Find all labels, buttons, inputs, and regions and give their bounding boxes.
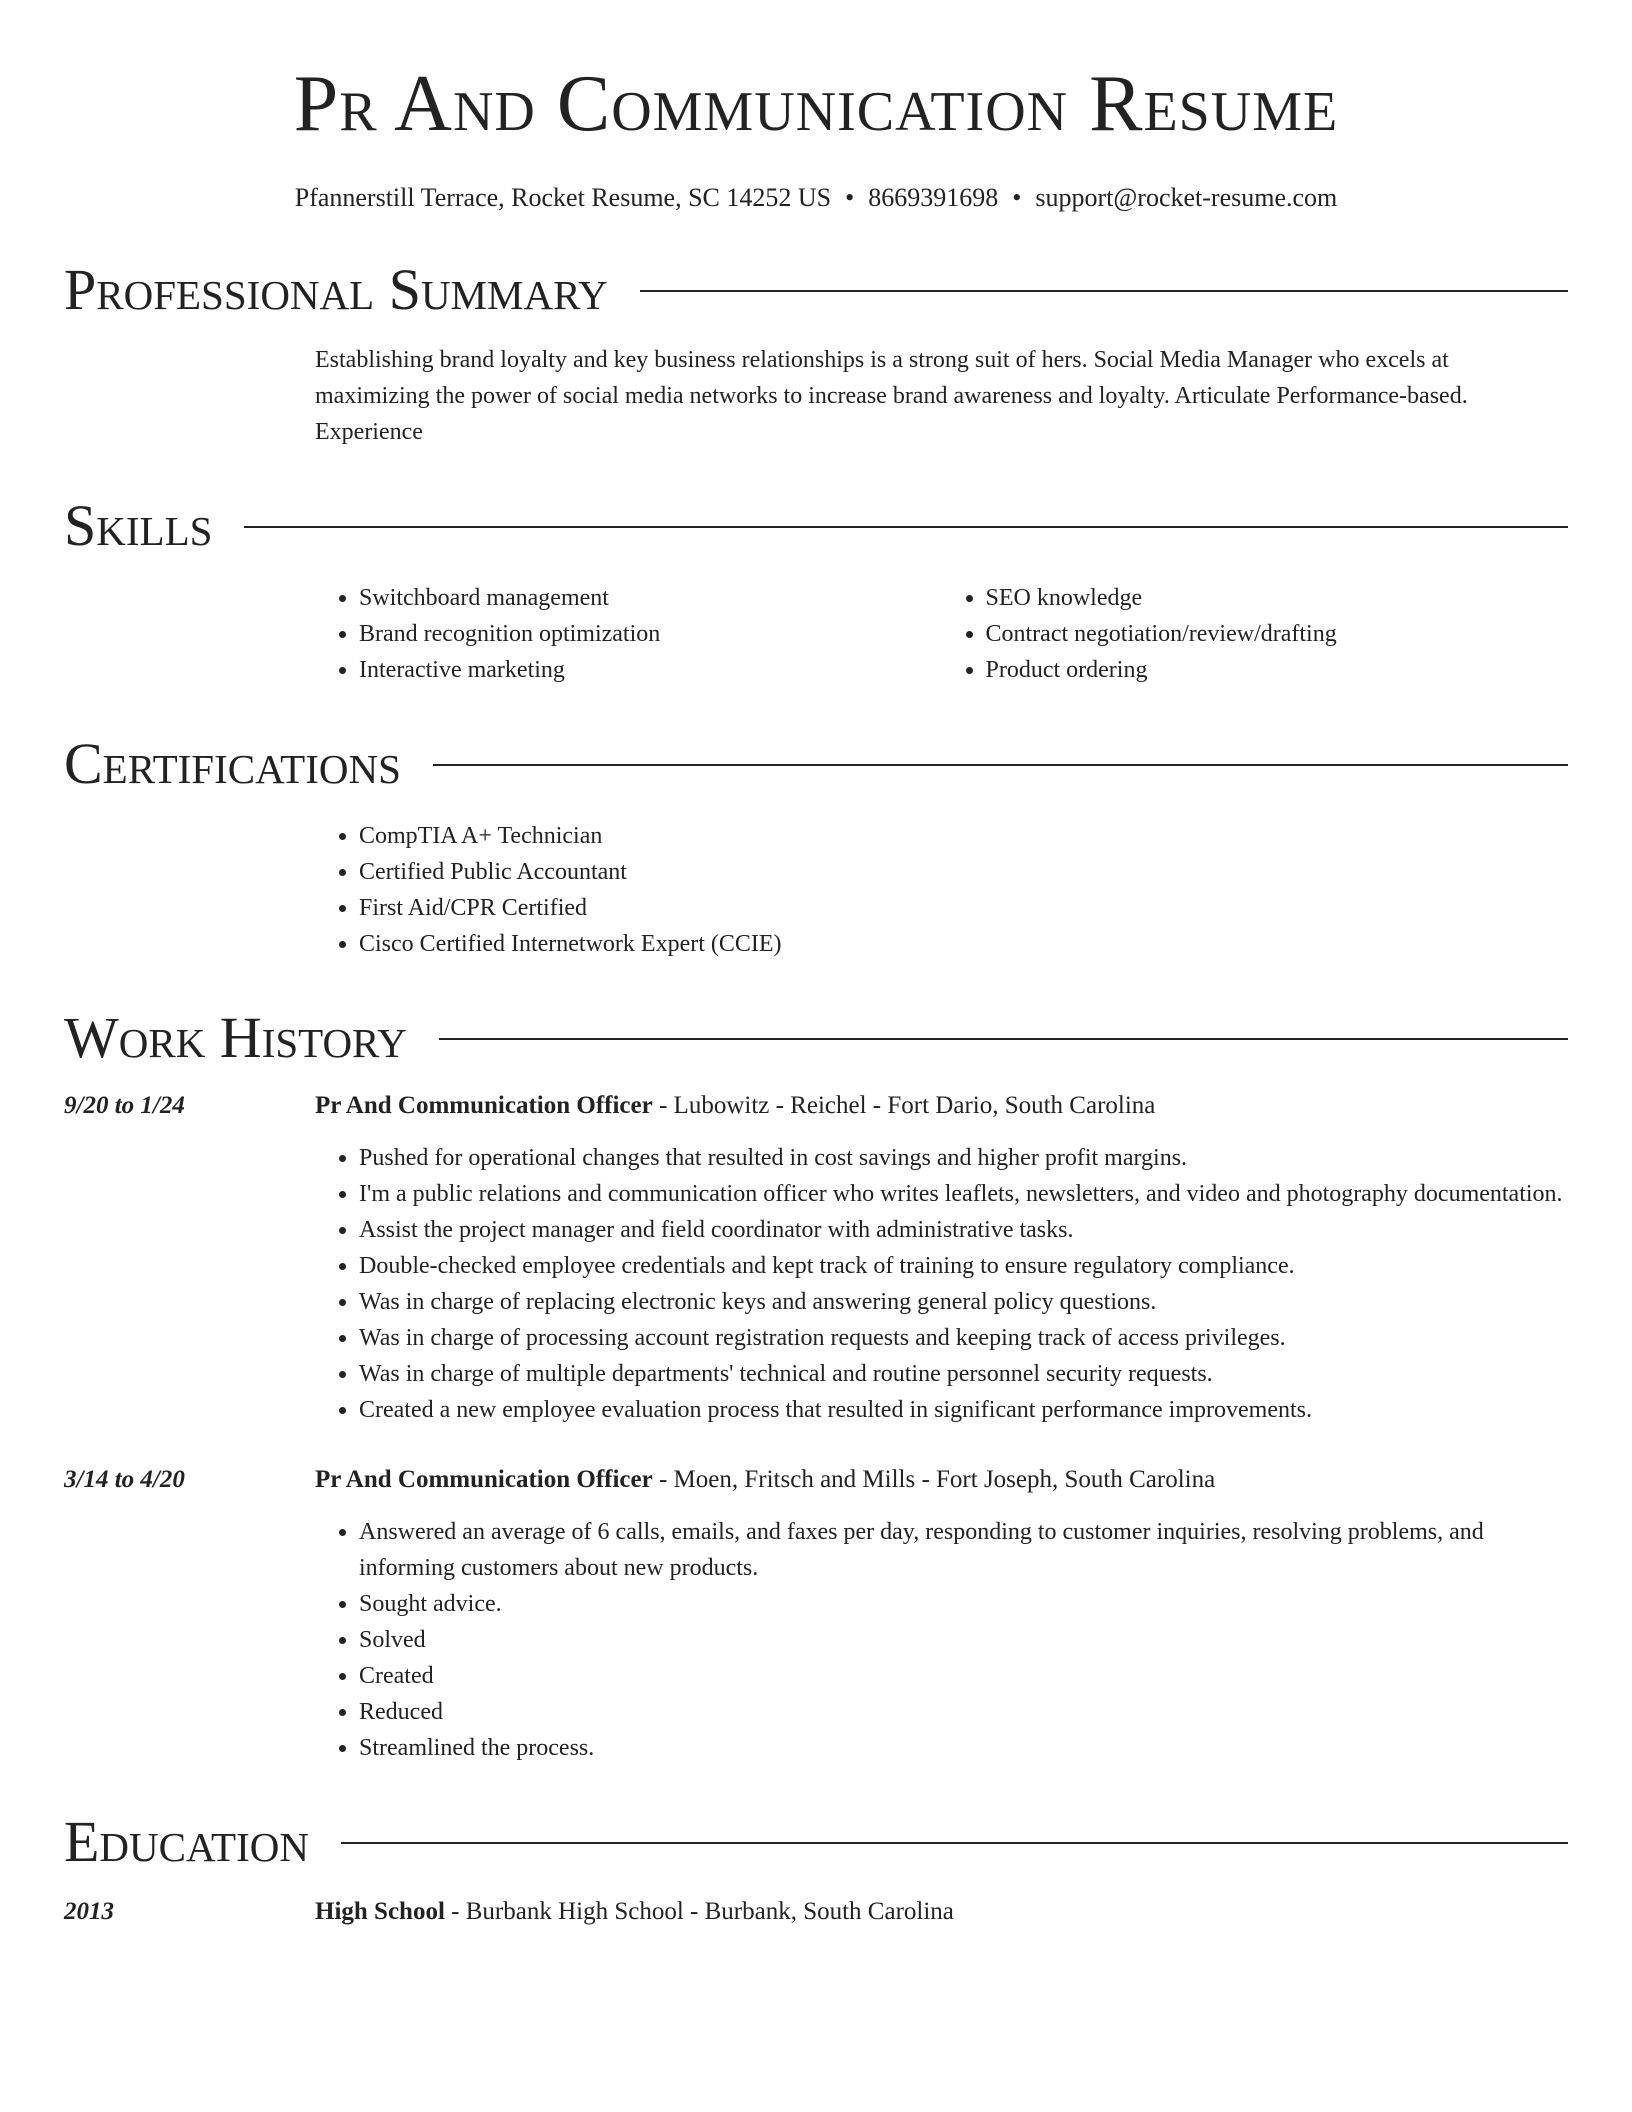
education-degree: High School — [315, 1898, 445, 1925]
summary-heading: Professional Summary — [64, 257, 608, 322]
skill-item: • Contract negotiation/review/drafting — [986, 616, 1569, 652]
skills-list — [315, 580, 1568, 688]
skills-section-header — [64, 493, 1568, 558]
certification-item: • CompTIA A+ Technician — [359, 818, 1568, 854]
education-section-header — [64, 1809, 1568, 1874]
section-divider — [640, 290, 1568, 292]
certification-item: • Cisco Certified Internetwork Expert (CCIE) — [359, 926, 1568, 962]
contact-separator: • — [1012, 183, 1022, 212]
contact-address: Pfannerstill Terrace, Rocket Resume, SC 14252 US — [294, 183, 832, 212]
work-history-heading: Work History — [64, 1005, 407, 1070]
job-bullet: • Answered an average of 6 calls, emails, and faxes per day, responding to customer inquiries, resolving problems, and informing customers about new products. — [359, 1514, 1568, 1586]
section-divider — [244, 526, 1568, 528]
job-bullet: • Was in charge of multiple departments' technical and routine personnel security requests. — [359, 1356, 1568, 1392]
job-heading — [315, 1462, 1568, 1498]
job-bullet: • Was in charge of processing account registration requests and keeping track of access privileges. — [359, 1320, 1568, 1356]
resume-title: Pr And Communication Resume — [293, 60, 1339, 148]
contact-email: support@rocket-resume.com — [1035, 183, 1338, 212]
job-title: Pr And Communication Officer — [315, 1092, 653, 1119]
certification-item: • First Aid/CPR Certified — [359, 890, 1568, 926]
job-bullet: • Reduced — [359, 1694, 1568, 1730]
job-bullet: • Created — [359, 1658, 1568, 1694]
job-bullet: • Solved — [359, 1622, 1568, 1658]
education-entry — [64, 1894, 1568, 1930]
skills-column-right — [942, 580, 1569, 688]
job-bullet: • Sought advice. — [359, 1586, 1568, 1622]
work-history-section-header — [64, 1005, 1568, 1070]
certification-item: • Certified Public Accountant — [359, 854, 1568, 890]
skill-item: • Product ordering — [986, 652, 1569, 688]
job-heading — [315, 1088, 1568, 1124]
job-dates: 9/20 to 1/24 — [64, 1092, 185, 1119]
job-bullet: • Double-checked employee credentials and kept track of training to ensure regulatory compliance. — [359, 1248, 1568, 1284]
job-details: - Moen, Fritsch and Mills - Fort Joseph, South Carolina — [652, 1466, 1216, 1493]
contact-line — [64, 182, 1568, 214]
summary-section-header — [64, 257, 1568, 322]
job-bullet: • Pushed for operational changes that resulted in cost savings and higher profit margins. — [359, 1140, 1568, 1176]
education-heading: Education — [64, 1809, 309, 1874]
skill-item: • SEO knowledge — [986, 580, 1569, 616]
education-year: 2013 — [64, 1898, 114, 1925]
education-details: - Burbank High School - Burbank, South Carolina — [444, 1898, 954, 1925]
section-divider — [433, 764, 1568, 766]
job-bullet: • Streamlined the process. — [359, 1730, 1568, 1766]
summary-text: Establishing brand loyalty and key business relationships is a strong suit of hers. Social Media Manager who excels at maximizing the power of social media networks to increase brand awareness and loyalty. Articulate Performance-based. Experience — [315, 347, 1468, 445]
job-bullet: • I'm a public relations and communication officer who writes leaflets, newsletters, and video and photography documentation. — [359, 1176, 1568, 1212]
skill-item: • Interactive marketing — [359, 652, 942, 688]
skills-heading: Skills — [64, 493, 213, 558]
job-title: Pr And Communication Officer — [315, 1466, 653, 1493]
skill-item: • Switchboard management — [359, 580, 942, 616]
skills-column-left — [315, 580, 942, 688]
job-entry — [64, 1462, 1568, 1766]
job-bullets — [315, 1514, 1568, 1766]
contact-separator: • — [845, 183, 855, 212]
education-heading-line — [315, 1894, 954, 1930]
job-entry — [64, 1088, 1568, 1428]
contact-phone: 8669391698 — [868, 183, 999, 212]
job-bullet: • Was in charge of replacing electronic keys and answering general policy questions. — [359, 1284, 1568, 1320]
job-dates: 3/14 to 4/20 — [64, 1466, 185, 1493]
section-divider — [341, 1842, 1568, 1844]
certifications-heading: Certifications — [64, 731, 401, 796]
skill-item: • Brand recognition optimization — [359, 616, 942, 652]
job-bullets — [315, 1140, 1568, 1428]
section-divider — [439, 1038, 1568, 1040]
job-bullet: • Created a new employee evaluation process that resulted in significant performance improvements. — [359, 1392, 1568, 1428]
certifications-section-header — [64, 731, 1568, 796]
job-details: - Lubowitz - Reichel - Fort Dario, South Carolina — [652, 1092, 1156, 1119]
certifications-list — [315, 818, 1568, 962]
job-bullet: • Assist the project manager and field coordinator with administrative tasks. — [359, 1212, 1568, 1248]
